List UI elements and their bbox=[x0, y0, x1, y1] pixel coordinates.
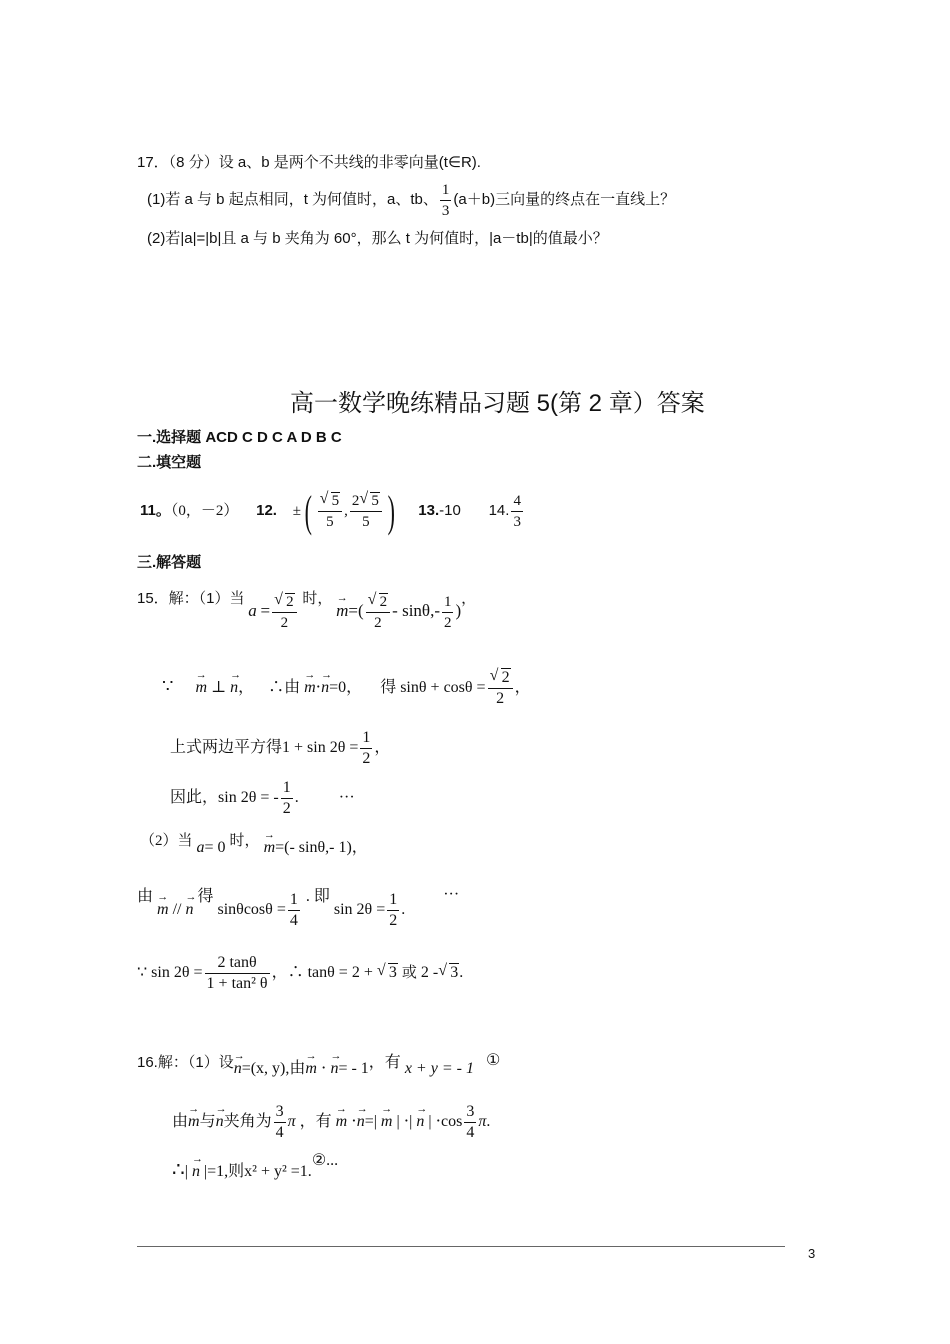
and-text: 与 bbox=[199, 1113, 216, 1130]
three-quarter-den: 4 bbox=[275, 1123, 284, 1141]
vector-m-3: m → bbox=[304, 662, 316, 714]
q17-frac-den: 3 bbox=[441, 202, 450, 219]
comma: ， bbox=[461, 591, 477, 607]
den-2: 2 bbox=[280, 615, 289, 632]
you-text: ，有 bbox=[368, 1054, 401, 1071]
ellipsis: ··· bbox=[338, 789, 355, 806]
q17-part2: (2)若|a|=|b|且 a 与 b 夹角为 60°，那么 t 为何值时，|a－tb|的值最小？ bbox=[147, 230, 608, 247]
answer-13-value: -10 bbox=[439, 502, 461, 519]
pi-2: π bbox=[478, 1113, 487, 1130]
ji-text: . 即 bbox=[305, 888, 330, 905]
half-den: 2 bbox=[362, 749, 371, 767]
q15-line1 bbox=[137, 585, 476, 637]
q16-line3: ∴| n → |=1,则x² + y² =1.②... bbox=[172, 1150, 338, 1190]
tan-num: 2 tanθ bbox=[205, 953, 270, 974]
vector-n-10: n → bbox=[416, 1096, 424, 1148]
q15-line5 bbox=[140, 828, 368, 868]
den-2d: 2 bbox=[496, 689, 505, 707]
section-multiple-choice: 一.选择题 ACD C D C A D B C bbox=[137, 429, 342, 446]
fill-answers bbox=[140, 482, 525, 540]
q15-line3 bbox=[170, 722, 390, 774]
comma-3: ， bbox=[346, 679, 363, 696]
vector-n-6: n → bbox=[234, 1050, 242, 1088]
vector-m-9: m → bbox=[381, 1096, 393, 1148]
angle-text: 夹角为 bbox=[223, 1113, 272, 1130]
right-paren: ) bbox=[387, 486, 395, 536]
q15-line6 bbox=[137, 884, 459, 936]
tan-result: ，∴ tanθ = 2 + bbox=[271, 964, 373, 981]
ellipsis-2: ··· bbox=[443, 886, 460, 903]
footer-rule bbox=[137, 1246, 785, 1247]
sqrt-3b: 3 bbox=[450, 964, 459, 981]
vector-m-6: m → bbox=[305, 1050, 317, 1088]
three-quarter-den-2: 4 bbox=[466, 1123, 475, 1141]
answer-12-den-a: 5 bbox=[326, 514, 334, 531]
abs-dot: | ⋅| bbox=[392, 1113, 417, 1130]
q16-line1: 16.解：（1）设n →=(x, y),由m → ⋅ n →= - 1，有 x + y = - 1 ① bbox=[137, 1050, 500, 1088]
answer-12-den-b: 5 bbox=[362, 514, 370, 531]
den-2c: 2 bbox=[443, 615, 452, 632]
vector-m-5: m → bbox=[157, 884, 169, 936]
by-text: 由 bbox=[137, 888, 154, 905]
q17-frac-num: 1 bbox=[440, 180, 452, 201]
you-text-2: ，有 bbox=[299, 1113, 332, 1130]
parallel-symbol: // bbox=[172, 901, 182, 918]
period-3: . bbox=[459, 964, 464, 981]
quarter-den: 4 bbox=[289, 911, 298, 929]
answer-12-comma: , bbox=[344, 503, 348, 519]
eq-x-plus-y: x + y = - 1 bbox=[404, 1060, 474, 1077]
comma-4: ， bbox=[514, 679, 531, 696]
answer-14-den: 3 bbox=[513, 514, 521, 531]
period: . bbox=[294, 789, 299, 806]
answer-12-sqrt-a: 5 bbox=[331, 493, 340, 510]
q15-line7 bbox=[137, 945, 463, 1001]
q15-rhs-open: =( bbox=[348, 601, 364, 620]
because-symbol: ∵ bbox=[162, 676, 174, 696]
vector-n-7: n → bbox=[330, 1050, 338, 1088]
sin2theta: sin 2θ = - bbox=[218, 789, 279, 806]
vector-n-8: n → bbox=[216, 1096, 224, 1148]
vector-n-3: n → bbox=[321, 662, 329, 714]
sqrt-2d: 2 bbox=[501, 668, 510, 686]
part2-intro: （2）当 bbox=[140, 833, 193, 849]
abs-cos: | ⋅cos bbox=[424, 1113, 463, 1130]
vector-n-9: n → bbox=[357, 1096, 365, 1148]
section-solutions: 三.解答题 bbox=[137, 554, 202, 571]
sqrt-2: 2 bbox=[286, 594, 294, 611]
sqrt-2b: 2 bbox=[379, 594, 388, 611]
answer-11-value: （0，－2） bbox=[170, 503, 239, 519]
half-num: 1 bbox=[360, 728, 372, 749]
comma-5: ， bbox=[374, 739, 391, 756]
three-quarter-num: 3 bbox=[274, 1102, 286, 1123]
sin-plus-cos: sinθ + cosθ = bbox=[400, 679, 486, 696]
minus-sin: - sinθ,- bbox=[392, 601, 440, 620]
n-coords: =(x, y),由 bbox=[241, 1060, 306, 1077]
answer-13-label: 13. bbox=[418, 502, 440, 519]
half-num-2: 1 bbox=[387, 890, 399, 911]
square-both-sides: 上式两边平方得1 + sin 2θ = bbox=[170, 739, 359, 756]
sin2theta-2: sin 2θ = bbox=[333, 901, 386, 918]
therefore-by: ∴由 bbox=[268, 679, 301, 696]
left-paren: ( bbox=[304, 486, 312, 536]
vector-m-4: m → bbox=[264, 828, 276, 868]
m-value: =(- sinθ,- 1) bbox=[275, 839, 352, 856]
quarter-num: 1 bbox=[288, 890, 300, 911]
by-text-2: 由 bbox=[172, 1113, 189, 1130]
den-2b: 2 bbox=[374, 615, 382, 632]
when-text-2: 时， bbox=[229, 833, 260, 849]
comma-6: ， bbox=[351, 839, 368, 856]
therefore-text: 因此， bbox=[170, 789, 219, 806]
vector-m-2: m → bbox=[195, 662, 207, 714]
therefore-symbol: ∴ bbox=[172, 1159, 185, 1181]
answer-title: 高一数学晚练精品习题 5(第 2 章）答案 bbox=[290, 390, 705, 417]
page-number: 3 bbox=[808, 1246, 816, 1261]
answer-14-label: 14. bbox=[488, 502, 510, 519]
half-den-2: 2 bbox=[389, 911, 398, 929]
answer-12-coef: 2 bbox=[351, 493, 360, 510]
de-text: 得 bbox=[380, 679, 397, 696]
vector-n-5: n → bbox=[185, 884, 193, 936]
answer-11-label: 11。 bbox=[140, 502, 171, 519]
or-text: 或 bbox=[401, 965, 417, 981]
when-text: 时， bbox=[302, 591, 333, 607]
comma-2: ， bbox=[238, 679, 255, 696]
var-a: a bbox=[248, 601, 257, 620]
sin-cos-product: sinθcosθ = bbox=[217, 901, 286, 918]
sqrt-3: 3 bbox=[388, 964, 397, 981]
vector-m: m → bbox=[336, 585, 348, 637]
dot: ⋅ bbox=[315, 679, 322, 696]
de-text-2: 得 bbox=[197, 888, 214, 905]
vector-n-2: n → bbox=[230, 662, 238, 714]
pi: π bbox=[287, 1113, 296, 1130]
var-a-2: a bbox=[196, 839, 205, 856]
vector-m-7: m → bbox=[188, 1096, 200, 1148]
q17-part1-text-a: (1)若 a 与 b 起点相同，t 为何值时，a、tb、 bbox=[147, 191, 438, 208]
tan-den: 1 + tan² θ bbox=[206, 974, 268, 992]
period-2: . bbox=[401, 901, 406, 918]
eq-zero-2: = 0 bbox=[204, 839, 226, 856]
answer-14-num: 4 bbox=[511, 491, 523, 512]
eq-zero: =0 bbox=[329, 679, 347, 696]
vector-n-11: n → bbox=[192, 1152, 200, 1192]
eq-abs: =| bbox=[364, 1113, 381, 1130]
perp-symbol: ⊥ bbox=[211, 679, 227, 696]
one-num: 1 bbox=[442, 592, 454, 613]
q17-part1-text-b: (a＋b)三向量的终点在一直线上？ bbox=[453, 191, 676, 208]
three-quarter-num-2: 3 bbox=[464, 1102, 476, 1123]
equals: = bbox=[260, 601, 271, 620]
eq-neg-one: = - 1 bbox=[338, 1060, 369, 1077]
q15-line4 bbox=[170, 772, 355, 824]
answer-12-sqrt-b: 5 bbox=[371, 493, 379, 510]
answer-12-label: 12. bbox=[256, 502, 277, 519]
q16-line2: 由m →与n →夹角为 $\frac{3}{4}$ π ，有 m → ⋅n →=| m → | ⋅| n → | ⋅cos $\frac{3}{4}$ π. bbox=[172, 1096, 490, 1148]
vector-m-8: m → bbox=[336, 1096, 348, 1148]
period-4: . bbox=[486, 1113, 491, 1130]
circled-two: ②... bbox=[311, 1152, 339, 1169]
double-angle: ∵ sin 2θ = bbox=[137, 964, 203, 981]
close-paren: ) bbox=[455, 601, 462, 620]
answer-12-pm: ± bbox=[292, 503, 301, 519]
norm-equation: =1,则x² + y² =1. bbox=[207, 1163, 312, 1180]
circled-one: ① bbox=[485, 1052, 501, 1069]
section-fill-blank: 二.填空题 bbox=[137, 454, 202, 471]
neg-half-den: 2 bbox=[282, 799, 291, 817]
two-minus: 2 - bbox=[420, 964, 439, 981]
q15-line2 bbox=[162, 660, 531, 712]
q16-intro: 16.解：（1）设 bbox=[137, 1054, 234, 1071]
neg-half-num: 1 bbox=[281, 778, 293, 799]
q17-heading: 17．（8 分）设 a、b 是两个不共线的非零向量(t∈R). bbox=[137, 154, 481, 171]
q15-intro: 15．解：（1）当 bbox=[137, 590, 245, 607]
q17-part1 bbox=[147, 178, 675, 222]
